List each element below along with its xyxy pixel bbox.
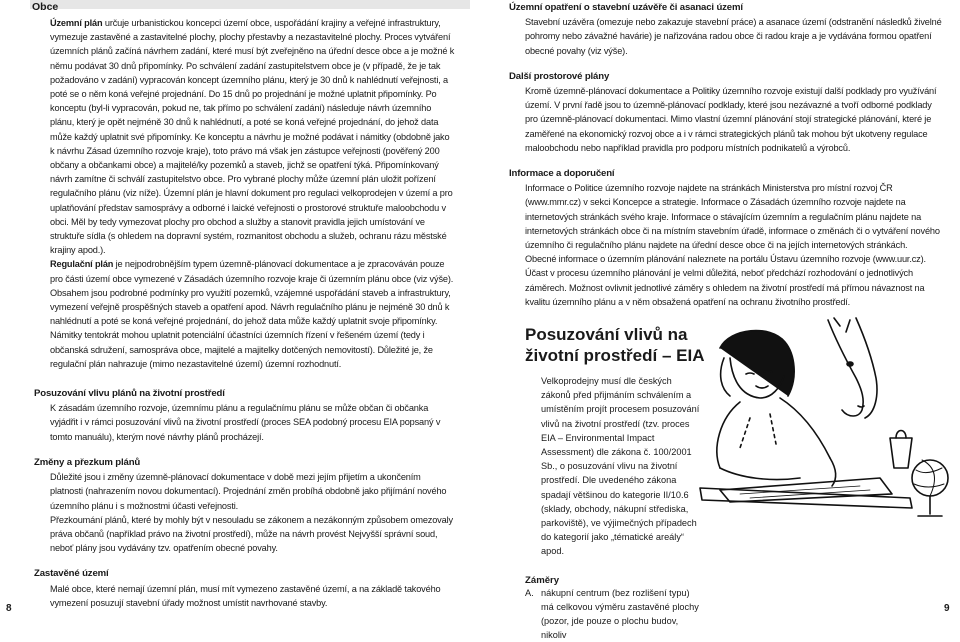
- section-text: K zásadám územního rozvoje, územnímu plánu a regulačnímu plánu se může občan či občanka vyjádřit i v rámci posuzování vlivů na životní prostředí (proces SEA podobný procesu EIA popsaný v tomto manuálu), kterým nové návrhy plánů procházejí.: [50, 403, 441, 442]
- section-text: Důležité jsou i změny územně-plánovací dokumentace v době mezi jejím přijetím a ukončením platnosti (nahrazením novou dokumentací). Projednání změn probíhá obdobně jako přijímání nového územního plánu i s možnostmi účasti veřejnosti.: [50, 472, 447, 511]
- eia-text: Velkoprodejny musí dle českých zákonů před přijmáním schválením a umístěním projít procesem posuzování vlivů na životní prostředí (tzv. proces EIA – Environmental Impact Assessment) dle zákona č. 100/2001 Sb., o posuzování vlivu na životní prostředí. Dle uvedeného zákona spadají většinou do kategorie II/10.6 (sklady, obchody, nákupní střediska, parkoviště), ve výjimečných případech do kategorií jako „tématické areály“ apod.: [541, 376, 700, 557]
- section-title: Obce: [32, 1, 59, 13]
- zamery-heading: Záměry: [525, 574, 560, 586]
- section-header-bar: [30, 0, 470, 9]
- uzemni-plan-term: Územní plán: [50, 18, 103, 28]
- right-column: [509, 1, 943, 309]
- eia-heading: Posuzování vlivů na životní prostředí – EIA: [525, 325, 705, 365]
- intro-text-1: určuje urbanistickou koncepci území obce, uspořádání krajiny a veřejné infrastruktury, vymezuje zastavěné a zastavitelné plochy, plochy přestavby a nezastavitelné plochy. Proces vytváření územních plánů začíná návrhem zadání, které musí být zveřejněno na úřední desce obce a je možné k němu podávat 30 dnů připomínky.: [50, 18, 455, 71]
- regulacni-plan-term: Regulační plán: [50, 259, 114, 270]
- section-heading: Změny a přezkum plánů: [34, 456, 141, 468]
- section-text-2: Obecné informace o územním plánování naleznete na portálu Ústavu územního rozvoje (www.uur.cz).: [525, 254, 926, 265]
- section-uzavera: [509, 1, 943, 58]
- section-heading: Další prostorové plány: [509, 70, 610, 82]
- section-heading: Zastavěné území: [34, 568, 109, 580]
- zamery-text: nákupní centrum (bez rozlišení typu) má celkovou výměru zastavěné plochy (pozor, jde pouze o plochu budov, nikoliv: [541, 587, 699, 641]
- left-page: [0, 0, 480, 624]
- page-number: 8: [6, 603, 12, 614]
- section-text: Stavební uzávěra (omezuje nebo zakazuje stavební práce) a asanace území (odstranění následků živelné pohromy nebo závažné havárie) je nařizována radou obce či radou kraje a je vydávána formou opatření obecné povahy (viz výše).: [525, 17, 942, 56]
- section-heading: Informace a doporučení: [509, 168, 615, 180]
- zamery-letter: A.: [525, 587, 534, 598]
- section-heading: Posuzování vlivu plánů na životní prostředí: [34, 388, 225, 400]
- intro-paragraph: [50, 16, 455, 257]
- section-text-2: Přezkoumání plánů, které by mohly být v nesouladu se zákonem a nezákonným způsobem omezovaly práva občanů (například právo na životní prostředí), může na návrh provést Nejvyšší správní soud, neboť plány jsou vydávány tzv. opatřením obecné povahy.: [50, 514, 453, 554]
- section-informace: [509, 167, 943, 309]
- section-text: Informace o Politice územního rozvoje najdete na stránkách Ministerstva pro místní rozvoj ČR (www.mmr.cz) v sekci Koncepce a strategie. Informace o Zásadách územního rozvoje najdete na internetových stránkách svého kraje. Informace o stávajícím územním a regulačním plánu najdete na internetových stránkách obce či na místním stavebním úřadě, informace o změnách či o vytváření nového územního či regulačního plánu najdete na úřední desce obce či na jejích internetových stránkách.: [525, 183, 940, 251]
- page-number: 9: [944, 603, 950, 614]
- section-heading: Územní opatření o stavební uzávěře či asanaci území: [509, 2, 743, 13]
- woman-horse-illustration: [660, 318, 960, 550]
- regulacni-plan-text: je nejpodrobnějším typem územně-plánovací dokumentace a je zpracováván pouze pro části území obce vymezené v Zásadách územního rozvoje kraje či územním plánu obce (viz výše). Obsahem jsou podrobné podmínky pro využití pozemků, vzájemné uspořádání staveb a infrastruktury, vymezení veřejně prospěšných staveb a opatření apod. Návrh regulačního plánu je nejméně 30 dnů k nahlédnutí a poté se koná veřejné projednání, do jehož data může každý uplatnit svoje připomínky. Námitky tentokrát mohou uplatnit potenciální účastníci územních řízení v řešeném území (tedy i občanská sdružení, samospráva obce, majitelé a majitelky dotčených nemovitostí). Důležité je, že regulační plán nahrazuje (mimo nezastavitelné území) územní rozhodnutí.: [50, 259, 454, 369]
- section-dalsi-plany: [509, 70, 943, 155]
- intro-text-2: Po schválení zadání zastupitelstvem obce je (v případě, že je tak požadováno v zadání) vypracován koncept územního plánu, který je 30 dnů k nahlédnutí veřejnosti, a poté se o něm koná veřejné projednání. Do 15 dnů po projednání je možné uplatnit připomínky. Po konceptu (byl-li vypracován, pokud ne, tak přímo po schválení zadání) následuje návrh územního plánu, který je opět nejméně 30 dnů k nahlédnutí, a poté se koná veřejné projednání, do jehož data může každý uplatnit své připomínky. Ke konceptu a návrhu je možné podávat i námitky (obdobně jako k návrhu Zásad územního rozvoje kraje), toto právo má však jen zástupce veřejnosti (pověřený 200 občany a občankami obce) a majitelé/ky pozemků a staveb, jichž se opatření týká. Připomínkovaný návrh zamítne či schválí zastupitelstvo obce. Pro vybrané plochy může územní plán uložit pořízení regulačního plánu (viz níže). Územní plán je hlavní dokument pro regulaci velkoprodejen v území a pro uplatňování představ samosprávy a odborné i laické veřejnosti o prostorové struktuře maloobchodu v obci. Měl by tedy vymezovat plochy pro obchod a služby a stanovit pravidla jejich umístování ve struktuře sídla (s ohledem na dopravní systém, rozmanitost obchodu a služeb, ochranu rázu městské krajiny apod.).: [50, 60, 453, 256]
- section-text-3: Účast v procesu územního plánování je velmi důležitá, neboť předchází rozhodování o jednotlivých záměrech. Možnost ovlivnit jednotlivé záměry s ohledem na životní prostředí má přímou návaznost na kvalitu územního plánu a v něm obsažená opatření na ochranu životního prostředí.: [525, 268, 925, 307]
- section-text: Kromě územně-plánovací dokumentace a Politiky územního rozvoje existují další podklady pro využívání území. V první řadě jsou to územně-plánovací podklady, které jsou nezávazné a tvoří odborné podklady pro územně-plánovací dokumentaci. Mimo vlastní územní plánování stojí strategické plánování, které je zaměřené na ekonomický rozvoj obce a i v rámci strategických plánů tak mohou být ukotveny regulace maloobchodu nebo například pravidla pro podporu místních podnikatelů a výrobců.: [525, 86, 937, 153]
- left-column: [34, 16, 455, 610]
- regulacni-plan-paragraph: [50, 257, 455, 371]
- zamery-block: [525, 575, 725, 642]
- zamery-item: [525, 586, 725, 642]
- section-text: Malé obce, které nemají územní plán, musí mít vymezeno zastavěné území, a na základě takového vymezení posuzují stavební úřady možnost umístit navrhované stavby.: [50, 583, 441, 608]
- section-zmeny: [34, 456, 455, 555]
- section-sea: [34, 387, 455, 444]
- section-zastavene: [34, 567, 455, 610]
